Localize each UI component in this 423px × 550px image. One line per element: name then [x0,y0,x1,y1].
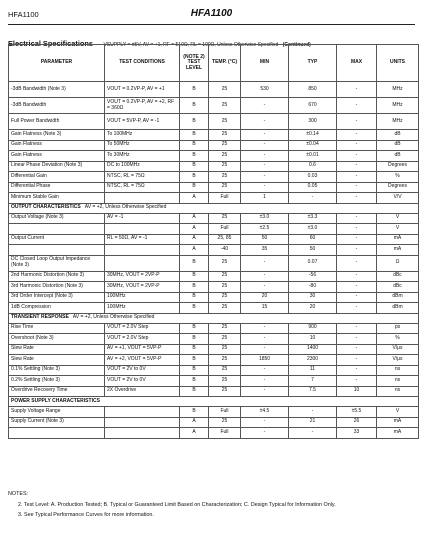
cell-parameter: 0.1% Settling (Note 3) [9,365,105,376]
cell-temp: 25 [209,140,241,151]
cell-parameter: Output Voltage (Note 3) [9,213,105,224]
cell-typ: ±0.14 [289,130,337,141]
table-row [9,130,419,141]
cell-typ: - [289,428,337,439]
cell-max: 26 [337,417,377,428]
cell-test-level: B [180,344,209,355]
cell-test-level: B [180,161,209,172]
table-row [9,114,419,130]
cell-parameter: Full Power Bandwidth [9,114,105,130]
cell-test-level: B [180,114,209,130]
cell-max: - [337,344,377,355]
table-row [9,213,419,224]
cell-typ: 0.03 [289,172,337,183]
cell-test-level: A [180,224,209,235]
cell-max: - [337,271,377,282]
spec-conditions: VSUPPLY = ±5V, AV = +1, RF = 510Ω, RL = 100Ω, Unless Otherwise Specified [103,42,279,48]
cell-test-level: A [180,245,209,256]
cell-units: % [377,172,419,183]
cell-temp: 25 [209,282,241,293]
cell-max: - [337,376,377,387]
cell-test-level: B [180,386,209,397]
cell-test-conditions: To 50MHz [105,140,180,151]
notes-heading: NOTES: [8,491,29,497]
cell-min: - [241,255,289,271]
table-row [9,98,419,114]
cell-typ: 11 [289,365,337,376]
cell-max: ±5.5 [337,407,377,418]
cell-max: - [337,224,377,235]
cell-units: dBc [377,271,419,282]
table-row [9,224,419,235]
cell-typ: - [289,407,337,418]
cell-test-conditions [105,224,180,235]
col-header-temp: TEMP. (°C) [209,45,241,82]
cell-test-conditions [105,428,180,439]
table-row [9,245,419,256]
cell-test-level: B [180,334,209,345]
cell-parameter: -3dB Bandwidth (Note 3) [9,82,105,98]
cell-test-level: B [180,182,209,193]
cell-min: - [241,151,289,162]
cell-test-level: B [180,82,209,98]
cell-parameter [9,224,105,235]
table-row [9,417,419,428]
cell-units: dB [377,151,419,162]
header-part-number-left: HFA1100 [8,10,39,19]
cell-parameter: 2nd Harmonic Distortion (Note 3) [9,271,105,282]
section-note: AV = +2, Unless Otherwise Specified [84,204,167,211]
cell-max: - [337,151,377,162]
cell-test-conditions [105,407,180,418]
section-header-row [9,397,419,407]
cell-parameter: Rise Time [9,323,105,334]
table-row [9,255,419,271]
cell-units: V/μs [377,344,419,355]
section-title: POWER SUPPLY CHARACTERISTICS [11,397,100,404]
cell-temp: 25 [209,130,241,141]
cell-test-level: B [180,303,209,314]
cell-units: mA [377,428,419,439]
cell-typ: -80 [289,282,337,293]
cell-test-conditions [105,255,180,271]
cell-test-level: B [180,292,209,303]
cell-typ: 50 [289,245,337,256]
cell-test-conditions: AV = +1, VOUT = 5VP-P [105,344,180,355]
cell-temp: 25 [209,172,241,183]
cell-units: dBc [377,282,419,293]
cell-temp: 25 [209,255,241,271]
cell-test-level: B [180,271,209,282]
cell-typ: 900 [289,323,337,334]
table-row [9,182,419,193]
header-rule [8,24,415,25]
cell-min: 15 [241,303,289,314]
cell-max: - [337,365,377,376]
cell-max: - [337,334,377,345]
cell-min: - [241,172,289,183]
spec-title: Electrical Specifications [8,39,94,48]
cell-temp: 25 [209,271,241,282]
col-header-typ: TYP [289,45,337,82]
cell-temp: 25 [209,151,241,162]
cell-min: - [241,161,289,172]
cell-units: % [377,334,419,345]
cell-units: MHz [377,98,419,114]
cell-typ: -56 [289,271,337,282]
cell-min: - [241,386,289,397]
table-row [9,282,419,293]
cell-min: 1 [241,193,289,204]
cell-typ: 300 [289,114,337,130]
table-row [9,355,419,366]
col-header-min: MIN [241,45,289,82]
cell-test-level: B [180,323,209,334]
table-row [9,82,419,98]
section-header [9,203,419,213]
cell-parameter [9,428,105,439]
cell-test-level: A [180,234,209,245]
cell-parameter: Overshoot (Note 3) [9,334,105,345]
cell-min: - [241,140,289,151]
cell-max: - [337,323,377,334]
cell-test-level: B [180,282,209,293]
cell-parameter: Linear Phase Deviation (Note 3) [9,161,105,172]
cell-parameter: Minimum Stable Gain [9,193,105,204]
cell-units: ps [377,323,419,334]
cell-max: - [337,292,377,303]
cell-parameter: 3rd Order Intercept (Note 3) [9,292,105,303]
cell-temp: 25 [209,213,241,224]
cell-test-level: B [180,376,209,387]
cell-parameter: Gain Flatness [9,151,105,162]
cell-temp: 25 [209,334,241,345]
cell-test-conditions: 30MHz, VOUT = 2VP-P [105,271,180,282]
cell-test-conditions [105,193,180,204]
cell-units: mA [377,417,419,428]
section-header [9,313,419,323]
cell-parameter: Slew Rate [9,355,105,366]
cell-units: MHz [377,82,419,98]
cell-parameter: DC Closed Loop Output Impedance (Note 3) [9,255,105,271]
cell-test-conditions: 100MHz [105,292,180,303]
cell-test-level: B [180,140,209,151]
col-header-max: MAX [337,45,377,82]
cell-min: 1850 [241,355,289,366]
cell-parameter: Differential Phase [9,182,105,193]
cell-max: 33 [337,428,377,439]
cell-min: - [241,344,289,355]
section-header-row [9,203,419,213]
cell-max: - [337,282,377,293]
table-body [9,82,419,439]
cell-min: - [241,428,289,439]
cell-min: ±2.5 [241,224,289,235]
cell-test-conditions: VOUT = 2.0V Step [105,323,180,334]
cell-min: - [241,182,289,193]
cell-test-conditions: 2X Overdrive [105,386,180,397]
table-row [9,234,419,245]
cell-typ: ±0.01 [289,151,337,162]
cell-parameter: -3dB Bandwidth [9,98,105,114]
cell-test-conditions: VOUT = 2V to 0V [105,365,180,376]
cell-temp: -40 [209,245,241,256]
cell-temp: 25 [209,182,241,193]
page-header [8,8,415,22]
cell-units: mA [377,245,419,256]
cell-test-level: A [180,213,209,224]
cell-temp: Full [209,193,241,204]
cell-temp: 25, 85 [209,234,241,245]
table-row [9,292,419,303]
electrical-spec-table [8,44,419,439]
section-note: AV = +2, Unless Otherwise Specified [72,314,155,321]
cell-test-conditions: AV = -1 [105,213,180,224]
table-row [9,303,419,314]
cell-max: - [337,114,377,130]
spec-continued: (Continued) [282,42,311,48]
cell-test-level: B [180,130,209,141]
table-row [9,151,419,162]
table-row [9,334,419,345]
cell-units: mA [377,234,419,245]
cell-temp: 25 [209,376,241,387]
cell-max: - [337,82,377,98]
col-header-parameter: PARAMETER [9,45,105,82]
table-row [9,365,419,376]
cell-parameter: Supply Current (Note 3) [9,417,105,428]
cell-temp: 25 [209,323,241,334]
cell-temp: 25 [209,365,241,376]
cell-test-conditions: VOUT = 2V to 0V [105,376,180,387]
cell-units: dB [377,130,419,141]
col-header-test-level: (NOTE 2) TEST LEVEL [180,45,209,82]
cell-test-conditions: RL = 50Ω, AV = -1 [105,234,180,245]
cell-max: - [337,355,377,366]
cell-parameter: Overdrive Recovery Time [9,386,105,397]
cell-min: 530 [241,82,289,98]
cell-max: - [337,140,377,151]
cell-typ: 7 [289,376,337,387]
table-row [9,344,419,355]
cell-parameter: Differential Gain [9,172,105,183]
cell-parameter: Supply Voltage Range [9,407,105,418]
cell-test-conditions: To 100MHz [105,130,180,141]
cell-test-conditions [105,245,180,256]
cell-min: - [241,98,289,114]
cell-min: - [241,130,289,141]
cell-typ: 21 [289,417,337,428]
table-header-row [9,45,419,82]
cell-max: 10 [337,386,377,397]
section-header [9,397,419,407]
cell-units: ns [377,365,419,376]
section-title: OUTPUT CHARACTERISTICS [11,204,81,211]
header-part-number-center: HFA1100 [190,8,233,19]
cell-typ: 0.6 [289,161,337,172]
cell-min: 35 [241,245,289,256]
note-item: 3. See Typical Performance Curves for more information. [18,512,154,518]
cell-max: - [337,245,377,256]
table-row [9,271,419,282]
table-row [9,161,419,172]
cell-test-conditions [105,417,180,428]
cell-units: dBm [377,303,419,314]
table-row [9,428,419,439]
cell-typ: 0.05 [289,182,337,193]
cell-max: - [337,234,377,245]
cell-typ: 850 [289,82,337,98]
cell-parameter: 0.2% Settling (Note 3) [9,376,105,387]
cell-parameter [9,245,105,256]
cell-test-conditions: VOUT = 0.2VP-P, AV = +2, RF = 360Ω [105,98,180,114]
cell-test-level: B [180,407,209,418]
cell-max: - [337,255,377,271]
cell-test-level: B [180,255,209,271]
cell-test-conditions: VOUT = 0.2VP-P, AV = +1 [105,82,180,98]
cell-test-level: B [180,98,209,114]
table-row [9,323,419,334]
note-item: 2. Test Level: A. Production Tested; B. Typical or Guaranteed Limit Based on Characterization; C. Design Typical for Information Only. [18,501,336,508]
cell-typ: - [289,193,337,204]
cell-units: dB [377,140,419,151]
cell-temp: 25 [209,386,241,397]
cell-min: - [241,376,289,387]
notes-block [8,489,336,521]
cell-test-conditions: NTSC, RL = 75Ω [105,182,180,193]
cell-test-level: B [180,151,209,162]
cell-temp: 25 [209,344,241,355]
cell-units: ns [377,376,419,387]
cell-typ: 20 [289,303,337,314]
cell-typ: 670 [289,98,337,114]
cell-units: V/V [377,193,419,204]
cell-max: - [337,303,377,314]
cell-max: - [337,98,377,114]
cell-min: - [241,417,289,428]
cell-parameter: Gain Flatness [9,140,105,151]
cell-typ: 30 [289,292,337,303]
cell-typ: 7.5 [289,386,337,397]
cell-test-level: A [180,417,209,428]
col-header-units: UNITS [377,45,419,82]
cell-min: 20 [241,292,289,303]
cell-test-level: B [180,355,209,366]
cell-typ: 1400 [289,344,337,355]
cell-test-level: A [180,428,209,439]
cell-typ: 10 [289,334,337,345]
cell-test-level: B [180,172,209,183]
cell-units: ns [377,386,419,397]
cell-parameter: Output Current [9,234,105,245]
cell-typ: 60 [289,234,337,245]
cell-units: Degrees [377,161,419,172]
cell-typ: ±0.04 [289,140,337,151]
cell-units: Degrees [377,182,419,193]
cell-min: - [241,282,289,293]
cell-max: - [337,182,377,193]
cell-temp: 25 [209,303,241,314]
cell-units: MHz [377,114,419,130]
cell-parameter: Slew Rate [9,344,105,355]
cell-typ: 0.07 [289,255,337,271]
cell-test-conditions: 100MHz [105,303,180,314]
cell-max: - [337,213,377,224]
cell-test-conditions: To 30MHz [105,151,180,162]
cell-test-level: B [180,365,209,376]
cell-temp: Full [209,428,241,439]
cell-min: - [241,334,289,345]
cell-max: - [337,161,377,172]
cell-temp: Full [209,224,241,235]
cell-units: dBm [377,292,419,303]
cell-temp: 25 [209,98,241,114]
table-row [9,172,419,183]
table-row [9,386,419,397]
cell-temp: 25 [209,114,241,130]
cell-typ: ±3.0 [289,224,337,235]
col-header-test-conditions: TEST CONDITIONS [105,45,180,82]
cell-max: - [337,172,377,183]
cell-temp: 25 [209,417,241,428]
table-row [9,140,419,151]
cell-min: ±4.5 [241,407,289,418]
table-row [9,376,419,387]
table-row [9,193,419,204]
cell-temp: 25 [209,355,241,366]
cell-temp: 25 [209,82,241,98]
cell-min: 50 [241,234,289,245]
cell-min: - [241,114,289,130]
cell-typ: 2300 [289,355,337,366]
cell-parameter: Gain Flatness (Note 3) [9,130,105,141]
cell-max: - [337,193,377,204]
cell-test-conditions: DC to 100MHz [105,161,180,172]
cell-test-conditions: 30MHz, VOUT = 2VP-P [105,282,180,293]
cell-temp: 25 [209,161,241,172]
cell-temp: 25 [209,292,241,303]
cell-units: V [377,407,419,418]
cell-min: - [241,323,289,334]
cell-min: ±3.0 [241,213,289,224]
table-row [9,407,419,418]
cell-temp: Full [209,407,241,418]
cell-min: - [241,365,289,376]
cell-max: - [337,130,377,141]
cell-units: V [377,213,419,224]
cell-parameter: 3rd Harmonic Distortion (Note 3) [9,282,105,293]
cell-test-conditions: VOUT = 5VP-P, AV = -1 [105,114,180,130]
cell-typ: ±3.3 [289,213,337,224]
section-header-row [9,313,419,323]
cell-units: Ω [377,255,419,271]
cell-test-level: A [180,193,209,204]
cell-min: - [241,271,289,282]
cell-units: V/μs [377,355,419,366]
cell-test-conditions: VOUT = 2.0V Step [105,334,180,345]
cell-test-conditions: AV = +2, VOUT = 5VP-P [105,355,180,366]
cell-units: V [377,224,419,235]
cell-parameter: 1dB Compression [9,303,105,314]
cell-test-conditions: NTSC, RL = 75Ω [105,172,180,183]
section-title: TRANSIENT RESPONSE [11,314,69,321]
